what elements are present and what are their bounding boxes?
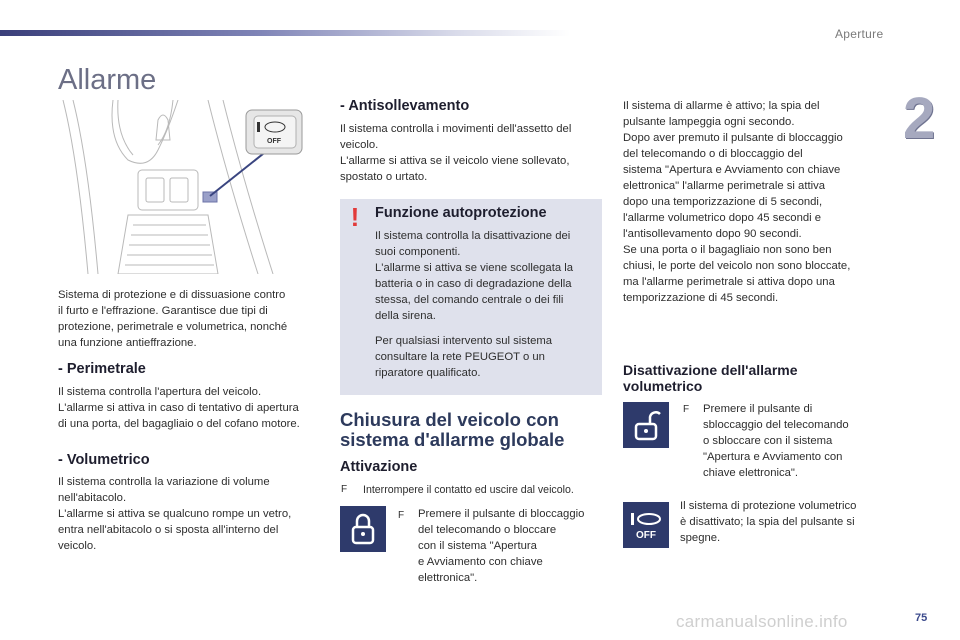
console-illustration [58,100,316,274]
svg-text:OFF: OFF [267,138,281,145]
attivazione-step-2: Premere il pulsante di bloccaggio del telecomando o bloccare con il sistema "Apertura e Avviamento con chiave elettronica". [418,508,585,584]
autoprotezione-text-2: Per qualsiasi intervento sul sistema consultare la rete PEUGEOT o un riparatore qualificato. [375,335,553,379]
warning-icon: ! [350,202,360,232]
perimetrale-text: Il sistema controlla l'apertura del veicolo. L'allarme si attiva in caso di tentativo di apertura di una porta, del bagagliaio o del cofano motore. [58,386,300,430]
autoprotezione-heading: Funzione autoprotezione [375,205,547,221]
watermark: carmanualsonline.info [676,612,848,631]
attivazione-heading: Attivazione [340,459,418,475]
page-number: 75 [915,612,928,624]
bullet-icon: F [398,510,405,521]
autoprotezione-text: Il sistema controlla la disattivazione dei suoi componenti. L'allarme si attiva se viene scollegata la batteria o in caso di degradazione della stessa, del comando centrale o dei fili della sirena. [375,230,574,322]
perimetrale-heading: - Perimetrale [58,361,146,377]
section-label: Aperture [835,27,884,41]
antisollevamento-text: Il sistema controlla i movimenti dell'assetto del veicolo. L'allarme si attiva se il veicolo viene sollevato, spostato o urtato. [340,123,572,183]
chiusura-heading: Chiusura del veicolo con sistema d'allarme globale [340,409,565,450]
attivazione-step-1: Interrompere il contatto ed uscire dal veicolo. [363,484,574,496]
lock-icon [340,506,386,552]
unlock-icon [623,402,669,448]
volumetrico-text: Il sistema controlla la variazione di volume nell'abitacolo. L'allarme si attiva se qualcuno rompe un vetro, entra nell'abitacolo o si sposta all'interno del veicolo. [58,476,292,552]
svg-text:OFF: OFF [636,530,656,541]
chapter-number: 2 [903,86,936,151]
disattivazione-heading: Disattivazione dell'allarme volumetrico [623,362,798,394]
page-title: Allarme [58,64,157,96]
right-column-text: Il sistema di allarme è attivo; la spia del pulsante lampeggia ogni secondo. Dopo aver premuto il pulsante di bloccaggio del telecomando o di bloccaggio del sistema "Apertura e Avviamento con chiave elettronica" l'allarme perimetrale si attiva dopo una temporizzazione di 5 secondi, l'allarme volumetrico dopo 45 secondi e l'antisollevamento dopo 90 secondi. Se una porta o il bagagliaio non sono ben chiusi, le porte del veicolo non sono bloccate, ma l'allarme perimetrale si attiva dopo una temporizzazione di 45 secondi. [623,100,851,304]
volumetrico-heading: - Volumetrico [58,452,150,468]
bullet-icon: F [683,404,690,415]
disattivazione-step: Premere il pulsante di sbloccaggio del telecomando o sbloccare con il sistema "Apertura e Avviamento con chiave elettronica". [703,403,849,479]
header-gradient-bar [0,30,570,36]
car-alarm-off-icon [623,502,669,548]
intro-text: Sistema di protezione e di dissuasione contro il furto e l'effrazione. Garantisce due tipi di protezione, perimetrale e volumetrica, nonché una funzione antieffrazione. [58,289,288,349]
bullet-icon: F [341,484,348,495]
alarm-off-button-zoom [246,110,302,154]
antisollevamento-heading: - Antisollevamento [340,98,470,114]
disattivazione-result: Il sistema di protezione volumetrico è disattivato; la spia del pulsante si spegne. [680,500,857,544]
